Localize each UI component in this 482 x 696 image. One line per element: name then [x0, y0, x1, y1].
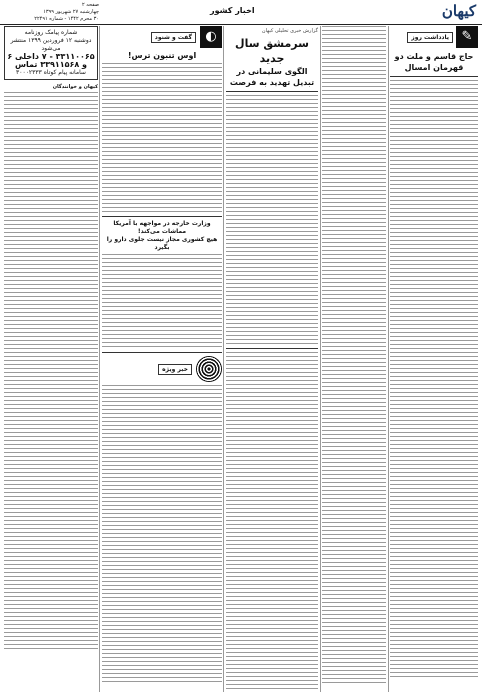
dialogue-body-text [102, 63, 222, 213]
lead-kicker: گزارش خبری تحلیلی کیهان [261, 28, 318, 34]
masthead [0, 0, 482, 25]
special-news-label: خبر ویژه [158, 364, 192, 375]
editorial-label: یادداشت روز [407, 32, 453, 43]
sms-number: سامانه پیام کوتاه ۳۰۰۰۲۳۳۳ [16, 69, 86, 76]
ministry-headline-1: وزارت خارجه در مواجهه با آمریکا مماشات می‌کند! [113, 220, 211, 235]
pen-icon: ✎ [456, 26, 478, 48]
contact-header: شماره پیامک روزنامه [24, 29, 78, 36]
newspaper-logo: کیهان [441, 2, 476, 20]
issue-date: چهارشنبه ۲۷ شهریور ۱۳۹۹ [43, 9, 99, 15]
ministry-body-text [102, 254, 222, 349]
divider [226, 348, 318, 349]
editorial-body-text [390, 80, 478, 680]
page-number: صفحه ۲ [82, 2, 99, 8]
lead-headline-2: الگوی سلیمانی در تبدیل تهدید به فرصت [229, 67, 315, 87]
reader-messages-text [4, 92, 98, 652]
phone-numbers: ۳۳۱۱۰۰۶۵ - ۷ داخلی ۶ و ۳۳۹۱۱۵۶۸ تماس [7, 52, 95, 69]
publication-note: دوشنبه ۱۲ فروردین ۱۳۹۹ منتشر می‌شود [10, 37, 92, 52]
ministry-headline-2: هیچ کشوری مجاز نیست جلوی دارو را بگیرد [106, 236, 218, 251]
readers-label: کیهان و خوانندگان [52, 84, 98, 90]
dialogue-label: گفت و شنود [151, 32, 196, 43]
divider [226, 91, 318, 92]
body-text [322, 26, 386, 686]
column-divider [320, 26, 321, 692]
divider [390, 76, 478, 77]
divider [102, 352, 222, 353]
lead-headline-1: سرمشق سال جدید [235, 37, 309, 65]
column-divider [388, 26, 389, 692]
dialogue-column [102, 26, 222, 692]
lead-report-column [226, 26, 318, 692]
column-divider [99, 26, 100, 692]
issue-info [4, 2, 99, 23]
special-news-text [102, 385, 222, 685]
lead-story-continuation [322, 26, 386, 692]
readers-column [4, 26, 98, 692]
dialogue-icon: ◐ [200, 26, 222, 48]
section-title: اخبار کشور [210, 6, 255, 15]
divider [102, 216, 222, 217]
lead-body-text [226, 95, 318, 345]
editorial-column [390, 26, 478, 692]
column-divider [223, 26, 224, 692]
contact-box [4, 26, 98, 80]
secondary-story-text [226, 352, 318, 692]
dialogue-headline: اوس تنبون ترس! [127, 51, 197, 60]
issue-number: ۳۰ محرم ۱۴۴۲ - شماره ۲۲۴۹۱ [34, 16, 99, 22]
editorial-headline: حاج قاسم و ملت دو قهرمان امسال [394, 52, 474, 72]
spiral-icon [196, 356, 222, 382]
